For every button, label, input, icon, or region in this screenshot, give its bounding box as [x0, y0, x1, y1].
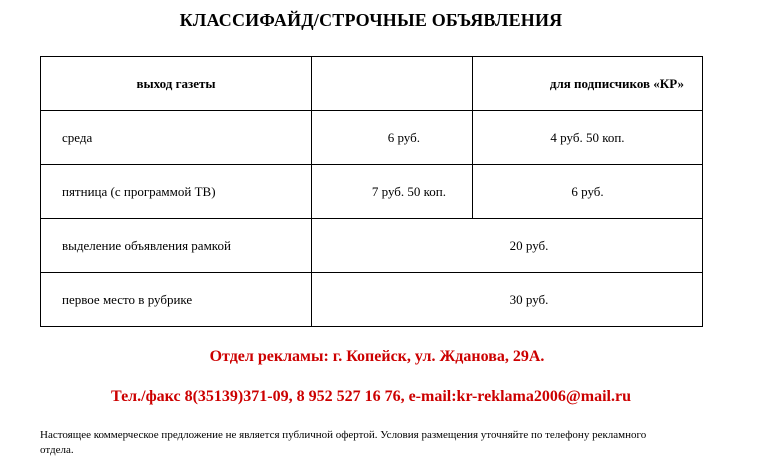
page-title: КЛАССИФАЙД/СТРОЧНЫЕ ОБЪЯВЛЕНИЯ: [179, 10, 563, 30]
row-label: первое место в рубрике: [41, 273, 312, 327]
header-subscribers: для подписчиков «КР»: [473, 57, 703, 111]
row-price: 30 руб.: [312, 273, 703, 327]
table-row: [41, 111, 703, 165]
row-label: пятница (с программой ТВ): [41, 165, 312, 219]
table-row: [41, 165, 703, 219]
disclaimer-note: Настоящее коммерческое предложение не является публичной офертой. Условия размещения уточняйте по телефону рекламного отдела.: [40, 429, 647, 456]
row-label: среда: [41, 111, 312, 165]
header-issue: выход газеты: [41, 57, 312, 111]
row-subscriber-price: 6 руб.: [473, 165, 703, 219]
row-label: выделение объявления рамкой: [41, 219, 312, 273]
contact-phone-email: Тел./факс 8(35139)371-09, 8 952 527 16 76, e-mail:kr-reklama2006@mail.ru: [111, 388, 631, 405]
table-row: [41, 273, 703, 327]
price-table: [40, 56, 703, 327]
row-price: 7 руб. 50 коп.: [312, 165, 473, 219]
row-subscriber-price: 4 руб. 50 коп.: [473, 111, 703, 165]
header-price: [312, 57, 473, 111]
table-row: [41, 219, 703, 273]
contact-address: Отдел рекламы: г. Копейск, ул. Жданова, 29А.: [209, 348, 545, 365]
table-header-row: [41, 57, 703, 111]
row-price: 20 руб.: [312, 219, 703, 273]
row-price: 6 руб.: [312, 111, 473, 165]
